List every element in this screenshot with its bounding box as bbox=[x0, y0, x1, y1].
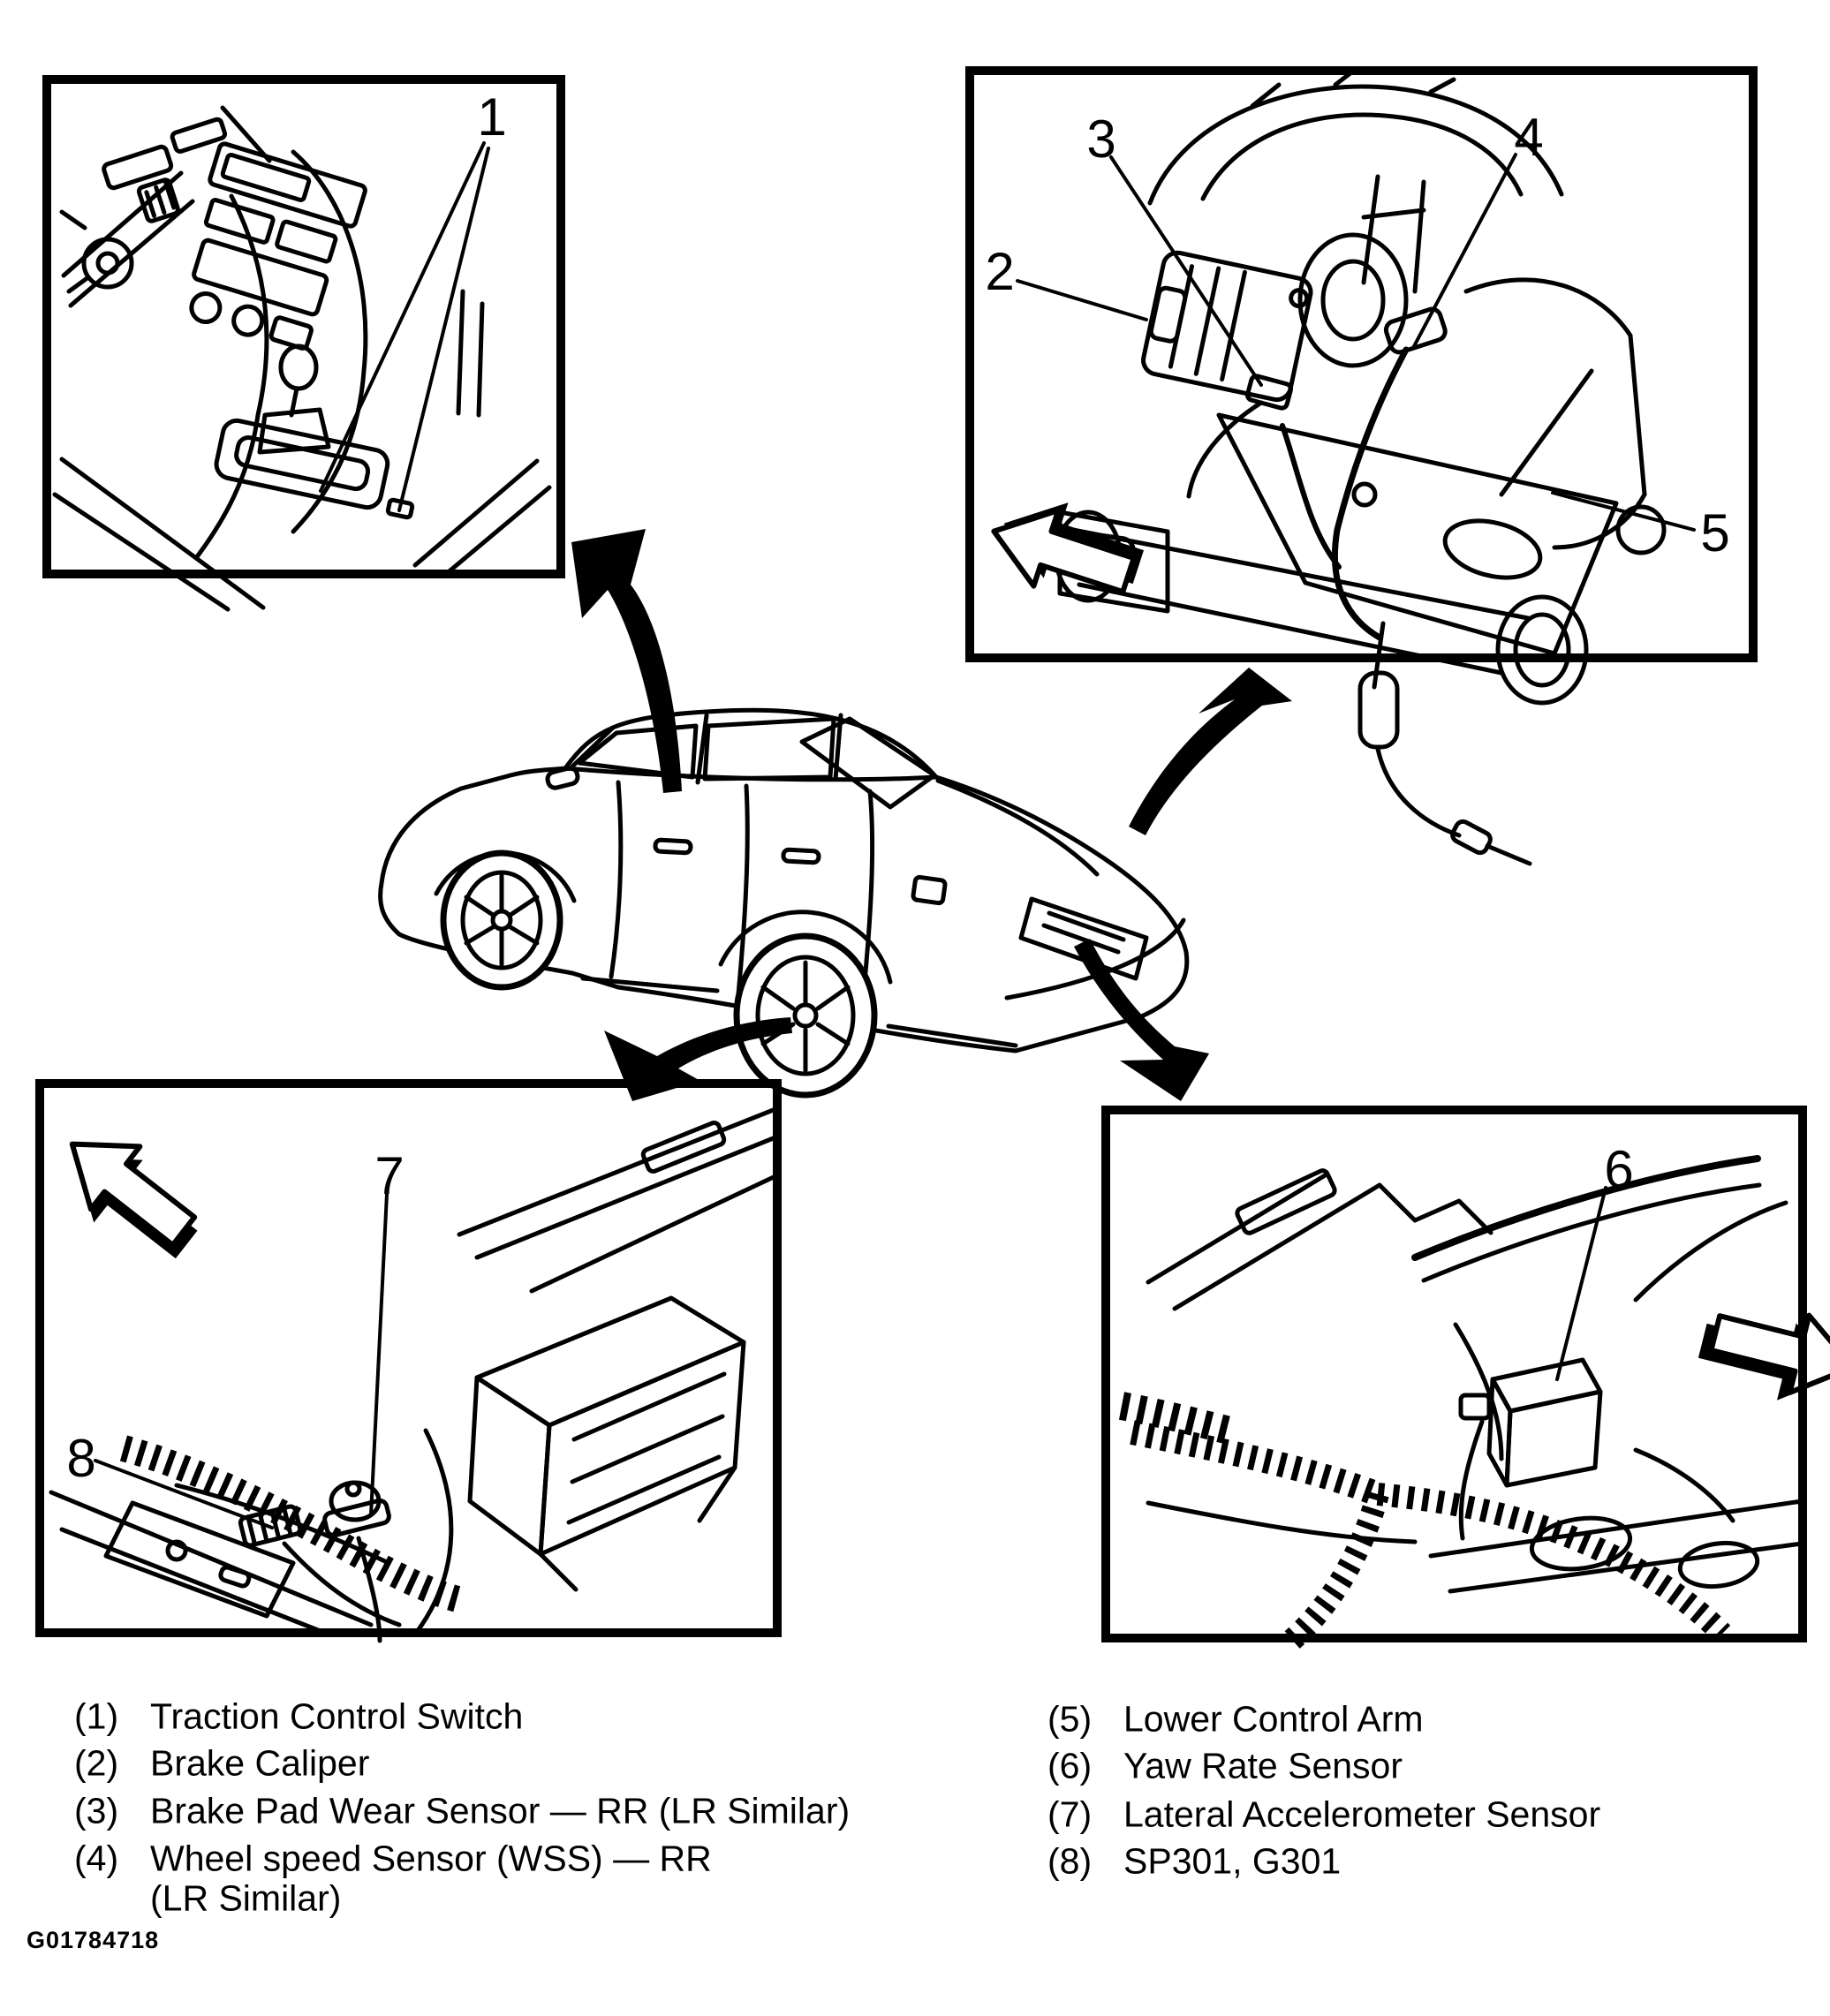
figure-id: G01784718 bbox=[26, 1927, 160, 1953]
car-rear-wheel bbox=[737, 936, 874, 1095]
callout-7: 7 bbox=[374, 1146, 405, 1205]
legend-item-number: (8) bbox=[1047, 1840, 1093, 1882]
callout-4: 4 bbox=[1514, 108, 1544, 167]
car-front-wheel bbox=[443, 853, 560, 987]
legend-item-number: (2) bbox=[74, 1742, 119, 1784]
legend-item-label: Traction Control Switch bbox=[150, 1695, 524, 1737]
legend-item-label: Lateral Accelerometer Sensor bbox=[1123, 1793, 1601, 1835]
legend-item-label: Brake Pad Wear Sensor — RR (LR Similar) bbox=[150, 1790, 851, 1831]
inset-panel-floor-sensors bbox=[35, 1079, 782, 1637]
legend-item-label: Brake Caliper bbox=[150, 1742, 370, 1784]
callout-3: 3 bbox=[1086, 109, 1116, 169]
legend-item-label: Lower Control Arm bbox=[1123, 1698, 1424, 1740]
legend-item-number: (3) bbox=[74, 1790, 119, 1831]
callout-1: 1 bbox=[477, 87, 507, 147]
legend-item-number: (5) bbox=[1047, 1698, 1093, 1740]
arrow-to-top-right-panel bbox=[1129, 668, 1292, 835]
legend-item-label: SP301, G301 bbox=[1123, 1840, 1342, 1882]
inset-panel-rear-chassis bbox=[1101, 1106, 1807, 1642]
callout-2: 2 bbox=[985, 242, 1015, 301]
legend-item-label: (LR Similar) bbox=[150, 1877, 342, 1919]
car-illustration bbox=[381, 710, 1187, 1095]
legend-item-label: Wheel speed Sensor (WSS) — RR bbox=[150, 1838, 712, 1879]
legend-item-number: (7) bbox=[1047, 1793, 1093, 1835]
legend-item-label: Yaw Rate Sensor bbox=[1123, 1745, 1403, 1786]
callout-6: 6 bbox=[1604, 1140, 1634, 1199]
inset-panel-rear-suspension bbox=[965, 66, 1758, 662]
legend-item-number: (1) bbox=[74, 1695, 119, 1737]
callout-5: 5 bbox=[1700, 503, 1730, 563]
inset-panel-console bbox=[42, 75, 565, 578]
legend-item-number: (4) bbox=[74, 1838, 119, 1879]
callout-8: 8 bbox=[66, 1429, 96, 1488]
legend-item-number: (6) bbox=[1047, 1745, 1093, 1786]
